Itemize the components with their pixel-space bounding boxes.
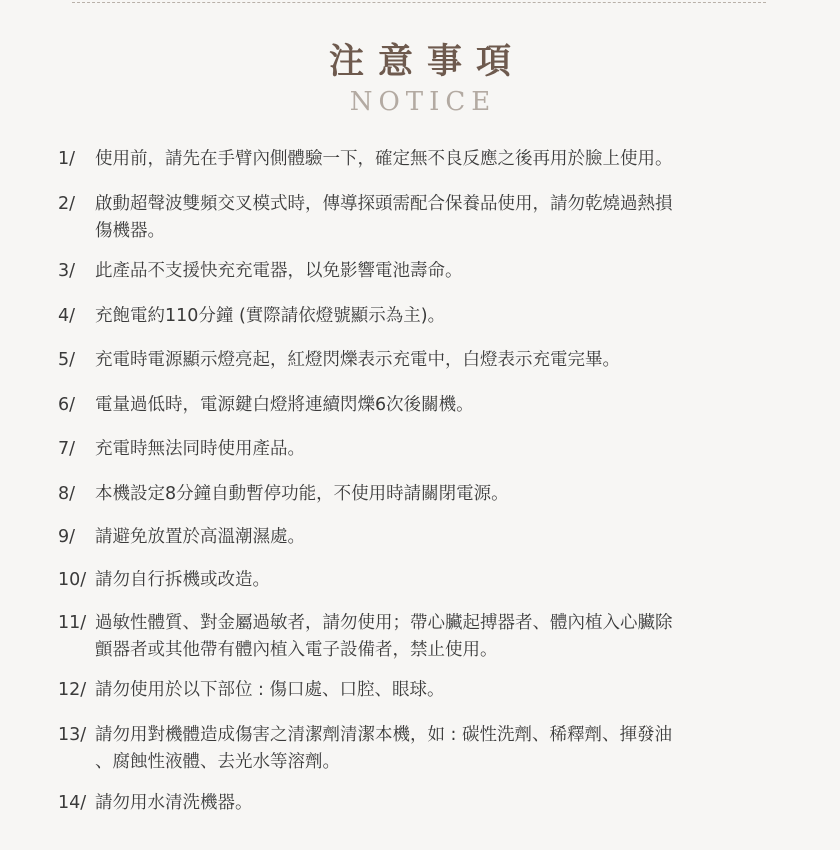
- notice-number: 12/: [58, 680, 87, 700]
- notice-item-2: [58, 191, 798, 245]
- notice-number: 6/: [58, 395, 76, 415]
- notice-text: 過敏性體質、對金屬過敏者，請勿使用；帶心臟起搏器者、體內植入心臟除: [95, 613, 673, 633]
- notice-item-10: [58, 567, 798, 594]
- notice-item-4: [58, 303, 798, 330]
- notice-text: 請勿用對機體造成傷害之清潔劑清潔本機，如 : 碳性洗劑、稀釋劑、揮發油: [95, 725, 673, 745]
- notice-item-13: [58, 722, 798, 776]
- notice-text: 使用前，請先在手臂內側體驗一下，確定無不良反應之後再用於臉上使用。: [95, 149, 673, 169]
- notice-text-continued: 顫器者或其他帶有體內植入電子設備者，禁止使用。: [95, 640, 498, 660]
- notice-text: 請勿用水清洗機器。: [95, 793, 253, 813]
- notice-number: 13/: [58, 725, 87, 745]
- notice-number: 5/: [58, 350, 76, 370]
- notice-item-9: [58, 524, 798, 551]
- notice-text: 啟動超聲波雙頻交叉模式時，傳導探頭需配合保養品使用，請勿乾燒過熱損: [95, 194, 673, 214]
- notice-text: 本機設定8分鐘自動暫停功能，不使用時請關閉電源。: [95, 484, 509, 504]
- notice-number: 8/: [58, 484, 76, 504]
- notice-item-8: [58, 481, 798, 508]
- notice-number: 3/: [58, 261, 76, 281]
- notice-text: 充電時電源顯示燈亮起，紅燈閃爍表示充電中，白燈表示充電完畢。: [95, 350, 620, 370]
- top-dashed-divider: [72, 2, 766, 3]
- notice-item-14: [58, 790, 798, 817]
- notice-item-1: [58, 146, 798, 173]
- page-subtitle: NOTICE: [349, 87, 497, 117]
- notice-number: 7/: [58, 439, 76, 459]
- notice-text: 電量過低時，電源鍵白燈將連續閃爍6次後關機。: [95, 395, 474, 415]
- notice-item-5: [58, 347, 798, 374]
- notice-item-6: [58, 392, 798, 419]
- page-title: 注意事項: [328, 42, 525, 82]
- notice-number: 11/: [58, 613, 87, 633]
- notice-number: 14/: [58, 793, 87, 813]
- notice-item-3: [58, 258, 798, 285]
- notice-text: 請勿自行拆機或改造。: [95, 570, 270, 590]
- notice-item-7: [58, 436, 798, 463]
- notice-text: 充飽電約110分鐘 (實際請依燈號顯示為主)。: [95, 306, 446, 326]
- notice-text: 請避免放置於高溫潮濕處。: [95, 527, 305, 547]
- notice-text-continued: 傷機器。: [95, 221, 165, 241]
- notice-number: 4/: [58, 306, 76, 326]
- notice-number: 2/: [58, 194, 76, 214]
- notice-number: 9/: [58, 527, 76, 547]
- notice-text: 充電時無法同時使用產品。: [95, 439, 305, 459]
- notice-text-continued: 、腐蝕性液體、去光水等溶劑。: [95, 752, 340, 772]
- notice-number: 1/: [58, 149, 76, 169]
- notice-number: 10/: [58, 570, 87, 590]
- notice-item-12: [58, 677, 798, 704]
- notice-text: 請勿使用於以下部位 : 傷口處、口腔、眼球。: [95, 680, 445, 700]
- notice-text: 此產品不支援快充充電器，以免影響電池壽命。: [95, 261, 463, 281]
- notice-item-11: [58, 610, 798, 664]
